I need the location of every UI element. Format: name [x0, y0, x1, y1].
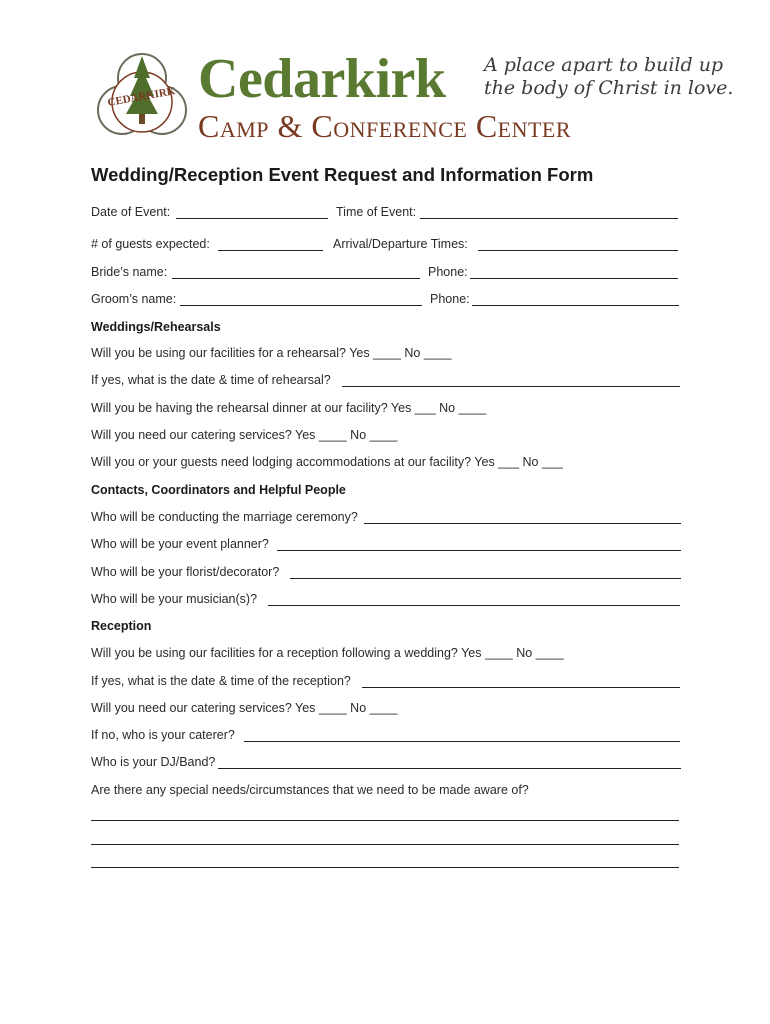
tagline-line-2: the body of Christ in love.: [484, 77, 734, 99]
question-rehearsal-dinner: [91, 401, 681, 421]
grooms-name-label: Groom’s name:: [91, 292, 177, 306]
question-special-needs: [91, 783, 681, 803]
special-needs-line-1[interactable]: [91, 820, 679, 821]
question-catering: [91, 428, 681, 448]
special-needs-line-3[interactable]: [91, 867, 679, 868]
dj-band-field[interactable]: [218, 768, 681, 769]
question-musicians: [91, 592, 681, 612]
question-officiant: [91, 510, 681, 530]
question-text: Who will be your florist/decorator?: [91, 565, 280, 579]
section-heading-reception: Reception: [91, 619, 152, 633]
time-of-event-label: Time of Event:: [336, 205, 417, 219]
special-needs-line-2[interactable]: [91, 844, 679, 845]
question-reception-date: [91, 674, 681, 694]
guests-expected-label: # of guests expected:: [91, 237, 210, 251]
question-text: Will you be using our facilities for a rehearsal? Yes ____ No ____: [91, 346, 452, 360]
rehearsal-date-field[interactable]: [342, 386, 680, 387]
section-heading-weddings: Weddings/Rehearsals: [91, 320, 221, 334]
section-heading-contacts: Contacts, Coordinators and Helpful People: [91, 483, 346, 497]
question-text: Are there any special needs/circumstances that we need to be made aware of?: [91, 783, 529, 797]
arrival-departure-label: Arrival/Departure Times:: [333, 237, 468, 251]
trefoil-seal-icon: [94, 48, 190, 144]
tagline-line-1: A place apart to build up: [484, 54, 724, 76]
question-reception-catering: [91, 701, 681, 721]
bride-phone-field[interactable]: [470, 278, 678, 279]
question-florist: [91, 565, 681, 585]
question-lodging: [91, 455, 681, 475]
question-rehearsal-date: [91, 373, 681, 393]
event-planner-field[interactable]: [277, 550, 681, 551]
question-text: Will you or your guests need lodging accommodations at our facility? Yes ___ No ___: [91, 455, 563, 469]
seal-text: CEDARKIRK: [106, 85, 177, 109]
florist-field[interactable]: [290, 578, 681, 579]
question-text: If yes, what is the date & time of the reception?: [91, 674, 351, 688]
row-date-time: [91, 205, 681, 225]
brand-subtitle: Camp & Conference Center: [198, 108, 572, 144]
question-caterer: [91, 728, 681, 748]
question-event-planner: [91, 537, 681, 557]
row-guests-arrival: [91, 237, 681, 257]
officiant-field[interactable]: [364, 523, 681, 524]
question-text: If yes, what is the date & time of rehearsal?: [91, 373, 331, 387]
time-of-event-field[interactable]: [420, 218, 678, 219]
question-text: Who is your DJ/Band?: [91, 755, 216, 769]
guests-expected-field[interactable]: [218, 250, 323, 251]
question-text: Will you be using our facilities for a reception following a wedding? Yes ____ No ____: [91, 646, 564, 660]
question-rehearsal-facilities: [91, 346, 681, 366]
grooms-name-field[interactable]: [180, 305, 422, 306]
row-bride: [91, 265, 681, 285]
question-text: If no, who is your caterer?: [91, 728, 235, 742]
groom-phone-field[interactable]: [472, 305, 679, 306]
reception-date-field[interactable]: [362, 687, 680, 688]
question-text: Who will be your musician(s)?: [91, 592, 258, 606]
question-text: Will you be having the rehearsal dinner at our facility? Yes ___ No ____: [91, 401, 487, 415]
tagline: [484, 54, 734, 100]
question-reception-facilities: [91, 646, 681, 666]
row-groom: [91, 292, 681, 312]
brand-name: Cedarkirk: [198, 48, 446, 110]
groom-phone-label: Phone:: [430, 292, 470, 306]
question-text: Who will be conducting the marriage ceremony?: [91, 510, 358, 524]
caterer-field[interactable]: [244, 741, 680, 742]
question-dj-band: [91, 755, 681, 775]
cedarkirk-logo: [94, 48, 734, 146]
question-text: Who will be your event planner?: [91, 537, 269, 551]
arrival-departure-field[interactable]: [478, 250, 678, 251]
date-of-event-field[interactable]: [176, 218, 328, 219]
musicians-field[interactable]: [268, 605, 680, 606]
form-title: Wedding/Reception Event Request and Information Form: [91, 164, 594, 185]
bride-phone-label: Phone:: [428, 265, 468, 279]
brides-name-label: Bride’s name:: [91, 265, 168, 279]
brides-name-field[interactable]: [172, 278, 420, 279]
date-of-event-label: Date of Event:: [91, 205, 171, 219]
question-text: Will you need our catering services? Yes ____ No ____: [91, 428, 398, 442]
question-text: Will you need our catering services? Yes ____ No ____: [91, 701, 398, 715]
